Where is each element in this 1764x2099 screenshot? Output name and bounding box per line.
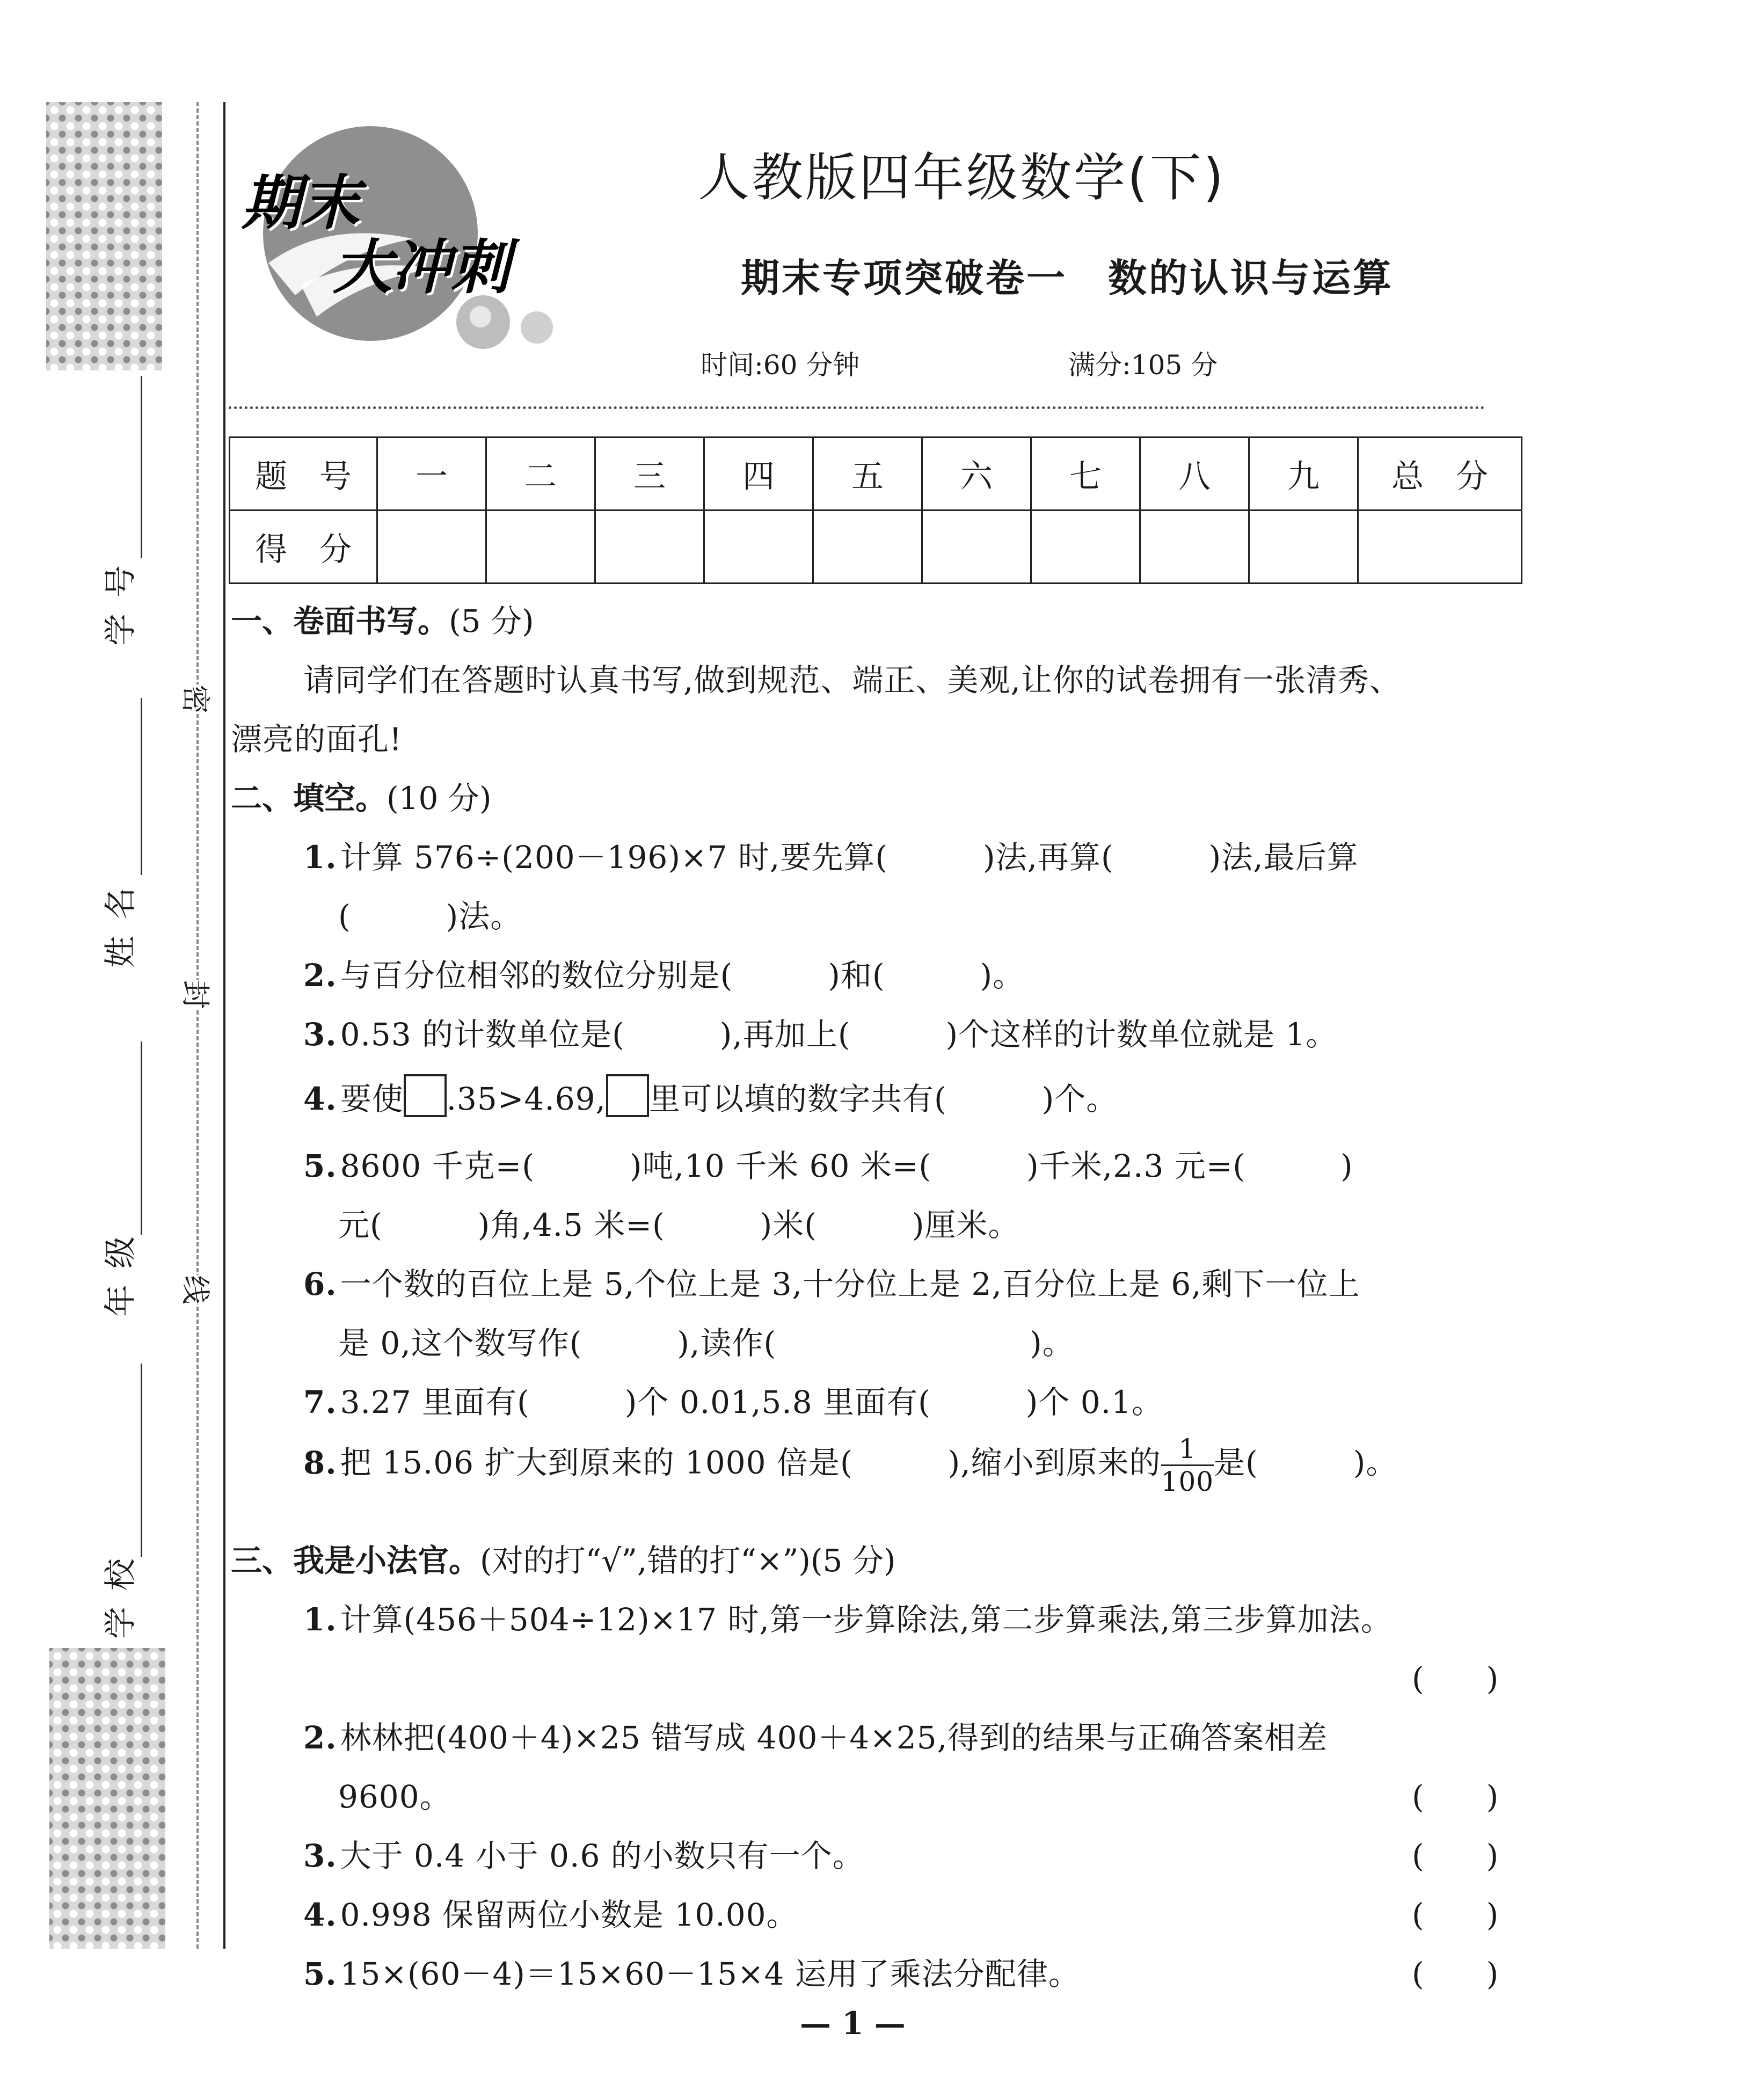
score-row-label: 得 分 bbox=[230, 511, 377, 584]
section1-title: 一、卷面书写。 bbox=[231, 603, 449, 639]
score-entry[interactable] bbox=[1140, 511, 1249, 584]
score-entry[interactable] bbox=[1031, 511, 1140, 584]
header-separator bbox=[229, 406, 1485, 409]
fraction-denominator: 100 bbox=[1161, 1466, 1214, 1497]
logo bbox=[236, 123, 558, 360]
section3-heading bbox=[231, 1535, 895, 1580]
school-label: 学校 bbox=[102, 1542, 140, 1639]
fill-q6-line2: 是 0,这个数写作( ),读作( )。 bbox=[338, 1325, 1074, 1361]
question-text: 把 15.06 扩大到原来的 1000 倍是( ),缩小到原来的 bbox=[340, 1444, 1161, 1481]
fraction-numerator: 1 bbox=[1161, 1433, 1214, 1466]
question-text: 要使 bbox=[340, 1081, 404, 1117]
question-number: 8. bbox=[303, 1444, 337, 1481]
judge-q4 bbox=[303, 1890, 798, 1935]
judge-q5 bbox=[303, 1949, 1080, 1994]
question-text: .35>4.69, bbox=[446, 1081, 606, 1117]
fill-q6-line1 bbox=[303, 1259, 1360, 1304]
score-entry[interactable] bbox=[1358, 511, 1522, 584]
question-text: 0.53 的计数单位是( ),再加上( )个这样的计数单位就是 1。 bbox=[340, 1016, 1338, 1053]
judge-q2-line1 bbox=[303, 1712, 1328, 1758]
fill-q1-line1 bbox=[303, 832, 1359, 877]
question-text: 0.998 保留两位小数是 10.00。 bbox=[340, 1897, 798, 1933]
question-text: 与百分位相邻的数位分别是( )和( )。 bbox=[340, 957, 1025, 994]
score-entry[interactable] bbox=[377, 511, 486, 584]
question-text: 一个数的百位上是 5,个位上是 3,十分位上是 2,百分位上是 6,剩下一位上 bbox=[340, 1266, 1360, 1302]
seal-word-xian: 线 bbox=[175, 1276, 221, 1304]
score-cell-header: 七 bbox=[1031, 438, 1140, 511]
bottom-pattern-strip bbox=[49, 1648, 165, 1949]
question-text: 15×(60－4)＝15×60－15×4 运用了乘法分配律。 bbox=[340, 1956, 1080, 1992]
question-text: 林林把(400＋4)×25 错写成 400＋4×25,得到的结果与正确答案相差 bbox=[340, 1719, 1328, 1756]
score-cell-header: 六 bbox=[922, 438, 1031, 511]
score-table bbox=[229, 436, 1522, 584]
question-text: 3.27 里面有( )个 0.01,5.8 里面有( )个 0.1。 bbox=[340, 1384, 1164, 1420]
question-number: 1. bbox=[303, 1601, 337, 1638]
fill-q1-line2: ( )法。 bbox=[338, 898, 522, 935]
judge-q4-answer[interactable]: ( ) bbox=[1412, 1897, 1499, 1933]
question-number: 3. bbox=[303, 1016, 337, 1053]
section1-points: (5 分) bbox=[449, 603, 534, 639]
score-entry[interactable] bbox=[1249, 511, 1358, 584]
judge-q2-answer[interactable]: ( ) bbox=[1412, 1779, 1499, 1815]
question-number: 5. bbox=[303, 1148, 337, 1184]
score-cell-header: 三 bbox=[595, 438, 704, 511]
section2-title: 二、填空。 bbox=[231, 780, 387, 817]
score-entry[interactable] bbox=[486, 511, 595, 584]
section1-text-line1: 请同学们在答题时认真书写,做到规范、端正、美观,让你的试卷拥有一张清秀、 bbox=[303, 662, 1401, 698]
fill-q5-line2: 元( )角,4.5 米=( )米( )厘米。 bbox=[338, 1207, 1020, 1243]
question-text: 计算 576÷(200－196)×7 时,要先算( )法,再算( )法,最后算 bbox=[340, 839, 1359, 876]
exam-time: 时间:60 分钟 bbox=[701, 349, 860, 381]
page-title: 人教版四年级数学(下) bbox=[698, 148, 1226, 208]
score-cell-header: 八 bbox=[1140, 438, 1249, 511]
question-number: 2. bbox=[303, 1719, 337, 1756]
fraction-one-hundredth bbox=[1161, 1433, 1214, 1497]
question-text: 计算(456＋504÷12)×17 时,第一步算除法,第二步算乘法,第三步算加法。 bbox=[340, 1601, 1393, 1638]
name-label: 姓名 bbox=[102, 871, 140, 968]
answer-box[interactable] bbox=[404, 1074, 447, 1117]
score-cell-header: 一 bbox=[377, 438, 486, 511]
judge-q3 bbox=[303, 1831, 864, 1876]
answer-box[interactable] bbox=[606, 1074, 649, 1117]
fill-q3 bbox=[303, 1009, 1337, 1054]
page-number: — 1 — bbox=[800, 2005, 906, 2042]
full-score: 满分:105 分 bbox=[1068, 349, 1218, 381]
logo-line2: 大冲刺 bbox=[333, 233, 510, 302]
question-number: 4. bbox=[303, 1897, 337, 1933]
section3-note: (对的打“√”,错的打“×”)(5 分) bbox=[480, 1542, 896, 1579]
score-cell-header: 题 号 bbox=[230, 438, 377, 511]
score-cell-header: 总 分 bbox=[1358, 438, 1522, 511]
grade-label: 年级 bbox=[102, 1220, 140, 1317]
fill-q7 bbox=[303, 1377, 1163, 1422]
section1-heading bbox=[231, 596, 534, 641]
question-number: 3. bbox=[303, 1838, 337, 1874]
logo-line1: 期末 bbox=[242, 169, 360, 237]
name-blank[interactable] bbox=[141, 698, 142, 875]
question-number: 2. bbox=[303, 957, 337, 994]
judge-q1-answer[interactable]: ( ) bbox=[1412, 1660, 1499, 1697]
student-number-label: 学号 bbox=[102, 549, 140, 646]
question-number: 7. bbox=[303, 1384, 337, 1420]
score-cell-header: 四 bbox=[704, 438, 813, 511]
score-entry[interactable] bbox=[595, 511, 704, 584]
question-number: 5. bbox=[303, 1956, 337, 1992]
score-table-score-row bbox=[230, 511, 1522, 584]
fill-q4 bbox=[303, 1074, 1118, 1119]
top-pattern-strip bbox=[46, 102, 162, 370]
score-entry[interactable] bbox=[704, 511, 813, 584]
score-entry[interactable] bbox=[922, 511, 1031, 584]
score-cell-header: 九 bbox=[1249, 438, 1358, 511]
fill-q2 bbox=[303, 950, 1024, 995]
section2-heading bbox=[231, 773, 492, 818]
fill-q5-line1 bbox=[303, 1141, 1353, 1186]
grade-blank[interactable] bbox=[141, 1041, 142, 1235]
question-text: 是( )。 bbox=[1214, 1444, 1398, 1481]
section3-title: 三、我是小法官。 bbox=[231, 1542, 480, 1579]
seal-word-mi: 密 bbox=[175, 685, 221, 714]
seal-word-feng: 封 bbox=[175, 980, 221, 1009]
school-blank[interactable] bbox=[141, 1364, 142, 1557]
margin-rule bbox=[223, 102, 225, 1949]
question-text: 大于 0.4 小于 0.6 的小数只有一个。 bbox=[340, 1838, 864, 1874]
question-number: 1. bbox=[303, 839, 337, 876]
fill-q8 bbox=[303, 1433, 1397, 1497]
score-cell-header: 五 bbox=[813, 438, 922, 511]
score-entry[interactable] bbox=[813, 511, 922, 584]
question-number: 6. bbox=[303, 1266, 337, 1302]
question-text: 8600 千克=( )吨,10 千米 60 米=( )千米,2.3 元=( ) bbox=[340, 1148, 1353, 1184]
page-subtitle: 期末专项突破卷一 数的认识与运算 bbox=[741, 256, 1394, 301]
judge-q1 bbox=[303, 1594, 1393, 1639]
question-text: 里可以填的数字共有( )个。 bbox=[649, 1081, 1118, 1117]
score-cell-header: 二 bbox=[486, 438, 595, 511]
seal-dashed-line bbox=[196, 102, 199, 1949]
section2-points: (10 分) bbox=[387, 780, 492, 817]
question-number: 4. bbox=[303, 1081, 337, 1117]
judge-q2-line2: 9600。 bbox=[338, 1779, 451, 1815]
judge-q5-answer[interactable]: ( ) bbox=[1412, 1956, 1499, 1992]
section1-text-line2: 漂亮的面孔! bbox=[231, 721, 403, 757]
student-number-blank[interactable] bbox=[141, 376, 142, 558]
judge-q3-answer[interactable]: ( ) bbox=[1412, 1838, 1499, 1874]
score-table-header-row bbox=[230, 438, 1522, 511]
